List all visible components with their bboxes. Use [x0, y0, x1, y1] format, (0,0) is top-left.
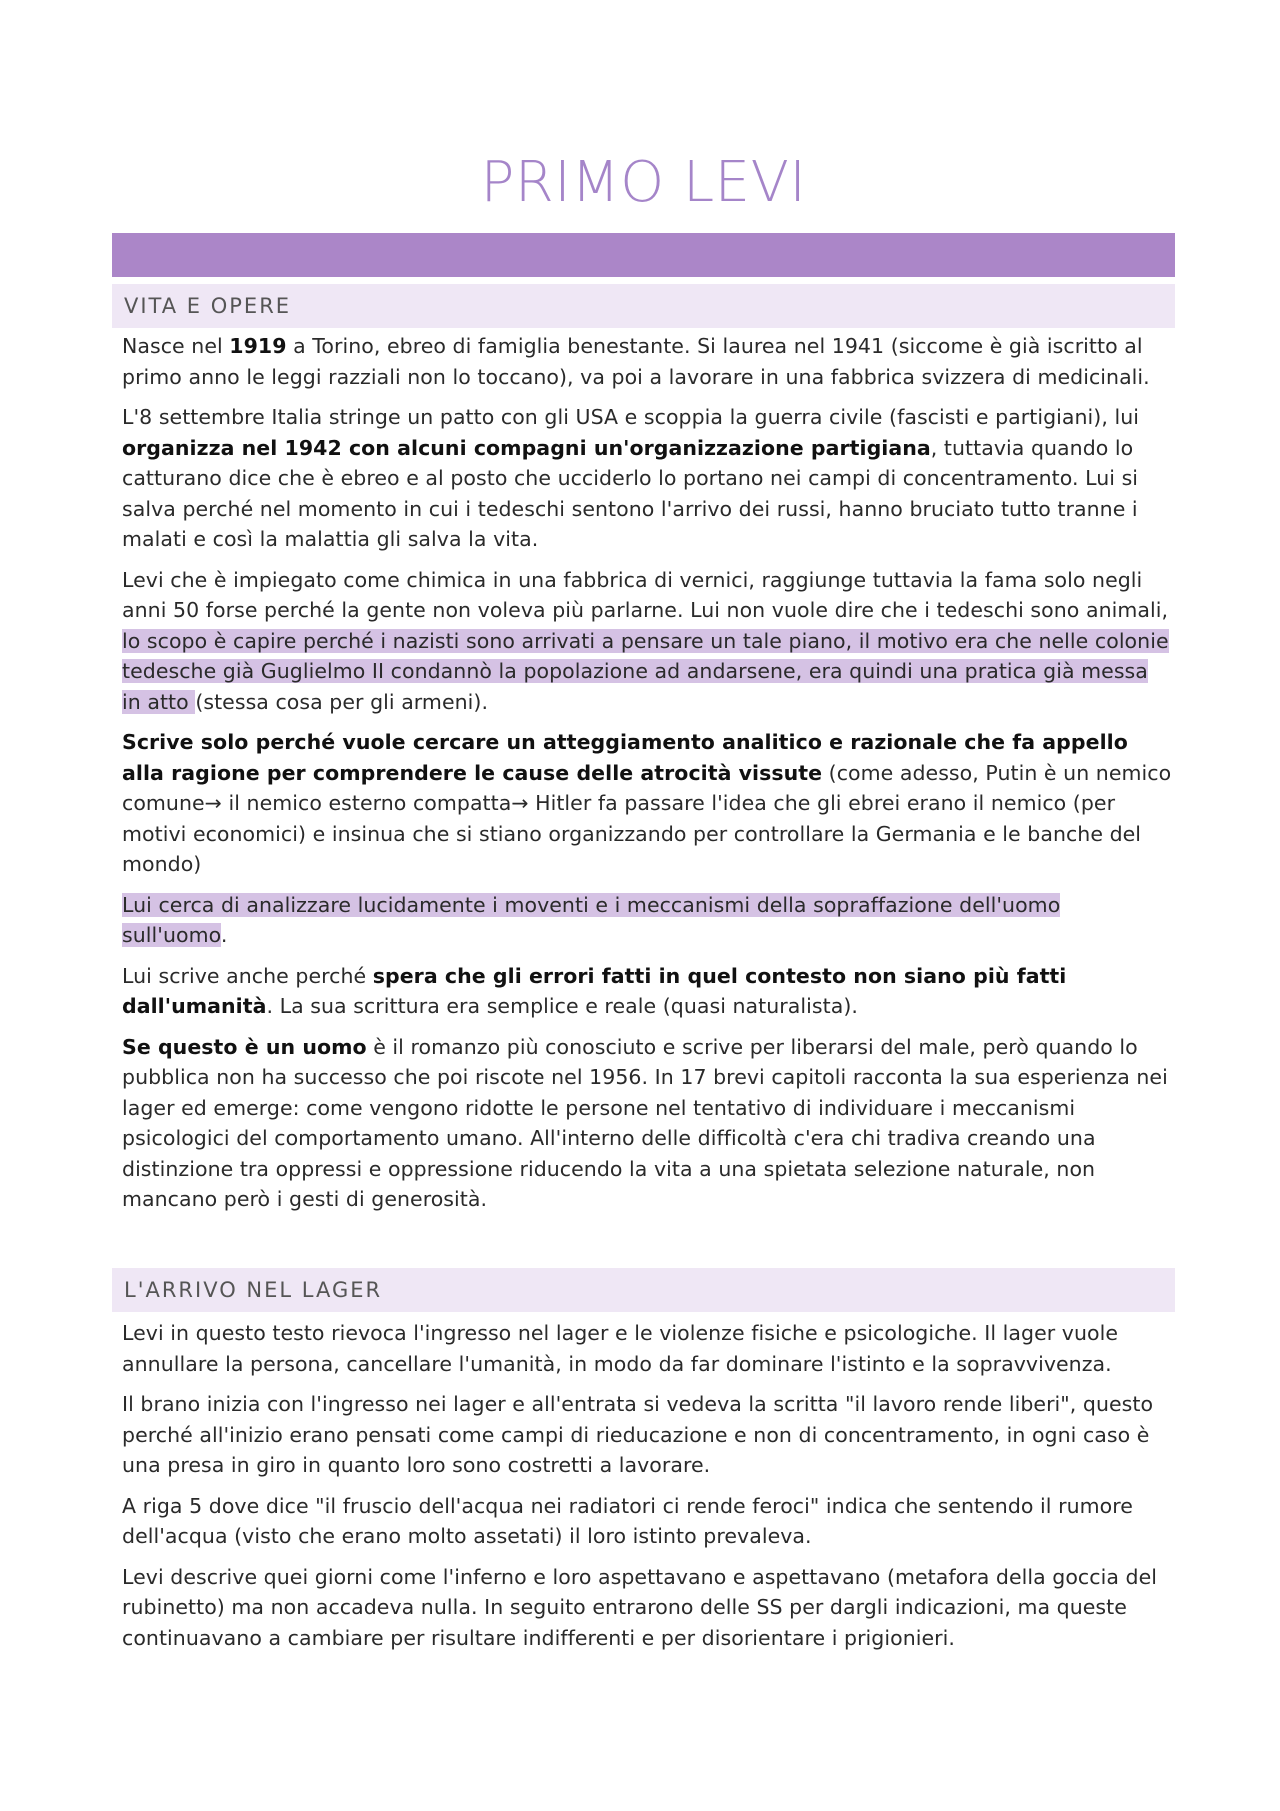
page-title: PRIMO LEVI — [480, 150, 807, 215]
title-color-band — [112, 233, 1175, 277]
text-run: a Torino, ebreo di famiglia benestante. Si laurea nel 1941 (siccome è già iscritto al primo anno le leggi razziali non lo toccano), va poi a lavorare in una fabbrica svizzera di medicinali. — [122, 334, 1150, 389]
text-run: Lui scrive anche perché — [122, 963, 373, 988]
text-run: (stessa cosa per gli armeni). — [195, 689, 489, 714]
paragraph — [122, 890, 1172, 951]
paragraph — [122, 331, 1172, 392]
section-arrivo-nel-lager-body — [122, 1318, 1172, 1663]
bold-text: spera che gli errori fatti in quel contesto non siano più fatti dall'umanità — [122, 963, 1067, 1018]
paragraph — [122, 402, 1172, 555]
text-run: . — [220, 923, 228, 947]
section-vita-e-opere-body — [122, 331, 1172, 1225]
text-run: è il romanzo più conosciuto e scrive per liberarsi del male, però quando lo pubblica non ha successo che poi riscote nel 1956. In 17 brevi capitoli racconta la sua esperienza nei lager ed emerge: come vengono ridotte le persone nel tentativo di individuare i meccanismi psicologici del comportamento umano. All'interno delle difficoltà c'era chi tradiva creando una distinzione tra oppressi e oppressione riducendo la vita a una spietata selezione naturale, non mancano però i gesti di generosità. — [122, 1034, 1168, 1211]
paragraph — [122, 565, 1172, 718]
text-run: . La sua scrittura era semplice e reale (quasi naturalista). — [266, 994, 858, 1018]
paragraph — [122, 1032, 1172, 1215]
bold-text: 1919 — [229, 334, 287, 358]
text-run: , tuttavia quando lo catturano dice che è ebreo e al posto che ucciderlo lo portano nei campi di concentramento. Lui si salva perché nel momento in cui i tedeschi sentono l'arrivo dei russi, hanno bruciato tutto tranne i malati e così la malattia gli salva la vita. — [122, 435, 1139, 551]
highlighted-text: Lui cerca di analizzare lucidamente i moventi e i meccanismi della sopraffazione dell'uomo sull'uomo — [122, 892, 1061, 947]
paragraph: Il brano inizia con l'ingresso nei lager e all'entrata si vedeva la scritta "il lavoro rende liberi", questo perché all'inizio erano pensati come campi di rieducazione e non di concentramento, in ogni caso è una presa in giro in quanto loro sono costretti a lavorare. — [122, 1392, 1154, 1477]
paragraph — [122, 961, 1172, 1022]
bold-text: organizza nel 1942 con alcuni compagni un'organizzazione partigiana — [122, 435, 931, 460]
section-heading-arrivo-nel-lager: L'ARRIVO NEL LAGER — [112, 1268, 1175, 1312]
section-heading-vita-e-opere: VITA E OPERE — [112, 284, 1175, 328]
paragraph: Levi descrive quei giorni come l'inferno e loro aspettavano e aspettavano (metafora della goccia del rubinetto) ma non accadeva nulla. In seguito entrarono delle SS per dargli indicazioni, ma queste continuavano a cambiare per risultare indifferenti e per disorientare i prigionieri. — [122, 1564, 1157, 1650]
paragraph: A riga 5 dove dice "il fruscio dell'acqua nei radiatori ci rende feroci" indica che sentendo il rumore dell'acqua (visto che erano molto assetati) il loro istinto prevaleva. — [122, 1493, 1133, 1548]
text-run: (come adesso, Putin è un nemico comune→ il nemico esterno compatta→ Hitler fa passare l'idea che gli ebrei erano il nemico (per motivi economici) e insinua che si stiano organizzando per controllare la Germania e le banche del mondo) — [122, 760, 1172, 876]
bold-text: Se questo è un uomo — [122, 1034, 367, 1059]
text-run: Nasce nel — [122, 334, 230, 358]
highlighted-text: lo scopo è capire perché i nazisti sono arrivati a pensare un tale piano, il motivo era che nelle colonie tedesche già Guglielmo II condannò la popolazione ad andarsene, era quindi una pratica già messa in atto — [122, 628, 1169, 714]
paragraph — [122, 727, 1172, 880]
bold-text: Scrive solo perché vuole cercare un atteggiamento analitico e razionale che fa appello alla ragione per comprendere le cause delle atrocità vissute — [122, 730, 1128, 785]
text-run: Levi che è impiegato come chimica in una fabbrica di vernici, raggiunge tuttavia la fama solo negli anni 50 forse perché la gente non voleva più parlarne. Lui non vuole dire che i tedeschi sono animali, — [122, 567, 1169, 622]
text-run: L'8 settembre Italia stringe un patto con gli USA e scoppia la guerra civile (fascisti e partigiani), lui — [122, 405, 1140, 429]
paragraph: Levi in questo testo rievoca l'ingresso nel lager e le violenze fisiche e psicologiche. Il lager vuole annullare la persona, cancellare l'umanità, in modo da far dominare l'istinto e la sopravvivenza. — [122, 1321, 1119, 1376]
